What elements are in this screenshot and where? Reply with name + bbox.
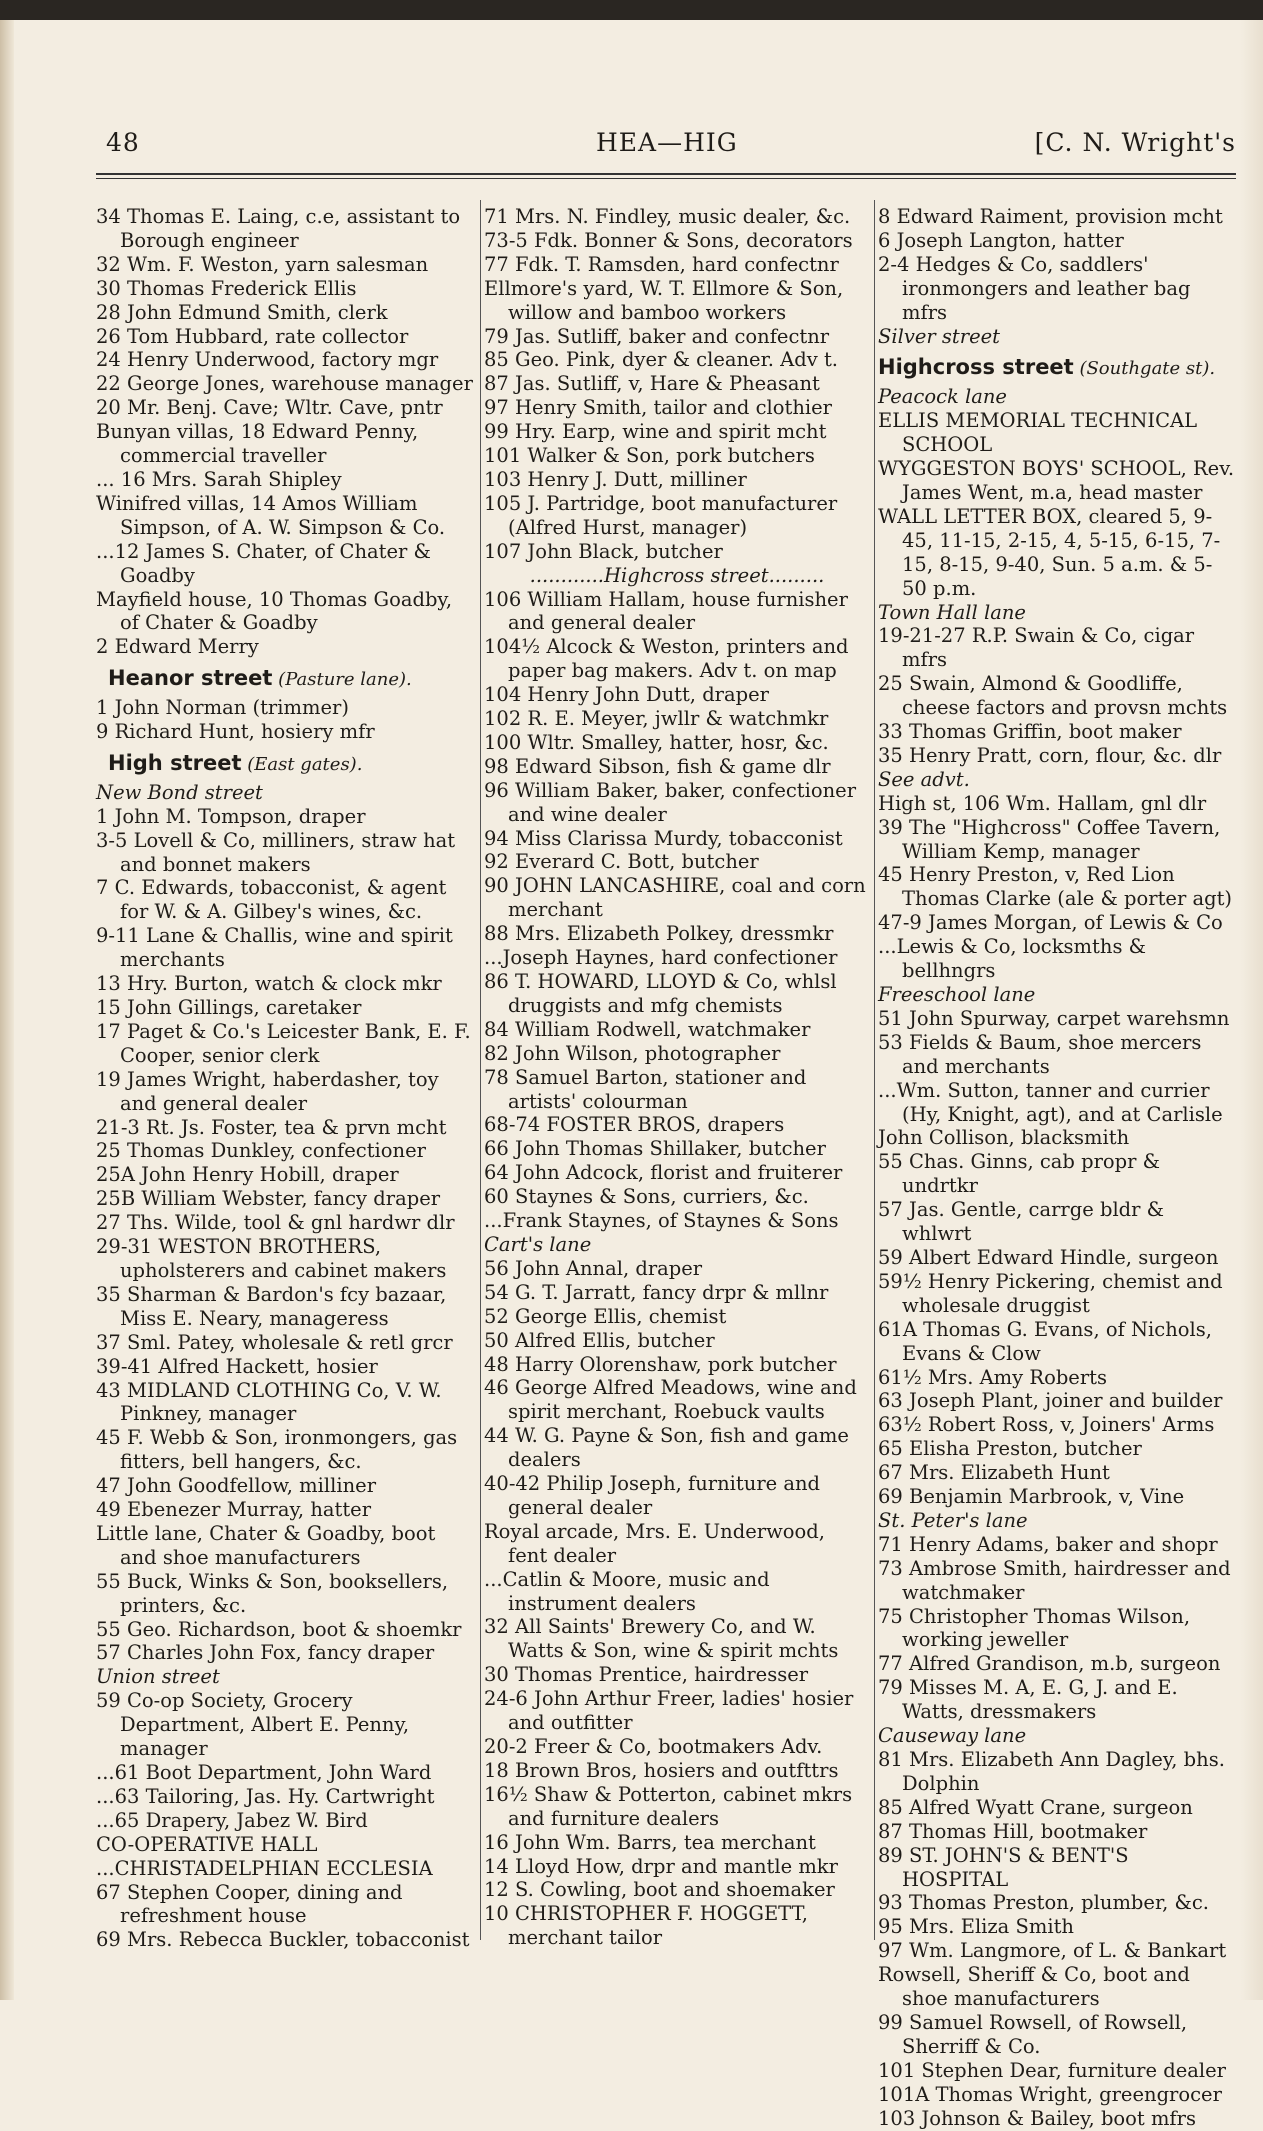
- directory-entry: 32 Wm. F. Weston, yarn salesman: [96, 252, 429, 276]
- directory-entry: 16 John Wm. Barrs, tea merchant: [484, 1830, 816, 1854]
- directory-entry: ...61 Boot Department, John Ward: [96, 1761, 432, 1784]
- directory-entry: 63½ Robert Ross, v, Joiners' Arms: [878, 1413, 1215, 1437]
- directory-entry: 25 Swain, Almond & Goodliffe, cheese factors and provsn mchts: [878, 672, 1228, 720]
- directory-entry: 66 John Thomas Shillaker, butcher: [484, 1137, 826, 1161]
- directory-entry: 89 ST. JOHN'S & BENT'S HOSPITAL: [878, 1843, 1129, 1891]
- directory-entry: 19 James Wright, haberdasher, toy and general dealer: [96, 1067, 439, 1115]
- directory-entry: 37 Sml. Patey, wholesale & retl grcr: [96, 1330, 453, 1354]
- directory-entry: ...Joseph Haynes, hard confectioner: [484, 946, 838, 970]
- directory-entry: 35 Sharman & Bardon's fcy bazaar, Miss E. Neary, manageress: [96, 1282, 447, 1330]
- directory-columns: [96, 205, 1236, 2130]
- directory-entry: Bunyan villas, 18 Edward Penny, commercial traveller: [96, 420, 419, 468]
- directory-entry: 101A Thomas Wright, greengrocer: [878, 2082, 1222, 2106]
- directory-entry: 100 Wltr. Smalley, hatter, hosr, &c.: [484, 730, 829, 754]
- directory-entry: 71 Henry Adams, baker and shopr: [878, 1532, 1218, 1556]
- directory-entry: 45 F. Webb & Son, ironmongers, gas fitters, bell hangers, &c.: [96, 1426, 458, 1474]
- directory-entry: 54 G. T. Jarratt, fancy drpr & mllnr: [484, 1280, 829, 1304]
- page-edge-shadow: [1241, 20, 1263, 2000]
- directory-entry: 32 All Saints' Brewery Co, and W. Watts & Son, wine & spirit mchts: [484, 1615, 839, 1663]
- directory-entry: 77 Alfred Grandison, m.b, surgeon: [878, 1652, 1221, 1676]
- directory-entry: 104½ Alcock & Weston, printers and paper bag makers. Adv t. on map: [484, 635, 849, 683]
- directory-entry: 86 T. HOWARD, LLOYD & Co, whlsl druggists and mfg chemists: [484, 970, 837, 1017]
- directory-entry: 57 Jas. Gentle, carrge bldr & whlwrt: [878, 1198, 1165, 1246]
- directory-entry: 51 John Spurway, carpet warehsmn: [878, 1006, 1230, 1030]
- directory-entry: 103 Johnson & Bailey, boot mfrs: [878, 2106, 1196, 2130]
- directory-entry: 101 Walker & Son, pork butchers: [484, 444, 815, 468]
- directory-entry: 67 Stephen Cooper, dining and refreshment house: [96, 1880, 403, 1928]
- directory-entry: Winifred villas, 14 Amos William Simpson, of A. W. Simpson & Co.: [96, 491, 446, 539]
- street-name: Heanor street: [108, 666, 273, 691]
- directory-entry: 64 John Adcock, florist and fruiterer: [484, 1161, 843, 1185]
- directory-entry: 57 Charles John Fox, fancy draper: [96, 1641, 435, 1665]
- directory-entry: WYGGESTON BOYS' SCHOOL, Rev. James Went, m.a, head master: [878, 457, 1235, 504]
- running-header: [96, 120, 1236, 180]
- directory-entry: 102 R. E. Meyer, jwllr & watchmkr: [484, 707, 829, 731]
- directory-entry: 96 William Baker, baker, confectioner and wine dealer: [484, 778, 857, 826]
- directory-entry: WALL LETTER BOX, cleared 5, 9-45, 11-15, 2-15, 4, 5-15, 6-15, 7-15, 8-15, 9-40, Sun. 5 a.m. & 5-50 p.m.: [878, 504, 1221, 600]
- directory-entry: 24 Henry Underwood, factory mgr: [96, 348, 439, 372]
- directory-entry: ELLIS MEMORIAL TECHNICAL SCHOOL: [878, 409, 1198, 457]
- directory-entry: 69 Mrs. Rebecca Buckler, tobacconist: [96, 1928, 470, 1952]
- directory-entry: 61½ Mrs. Amy Roberts: [878, 1365, 1108, 1389]
- directory-entry: 20-2 Freer & Co, bootmakers Adv.: [484, 1735, 823, 1758]
- column-2: [484, 205, 870, 1955]
- directory-entry: 99 Samuel Rowsell, of Rowsell, Sherriff & Co.: [878, 2010, 1188, 2058]
- directory-entry: 61A Thomas G. Evans, of Nichols, Evans & Clow: [878, 1317, 1212, 1365]
- directory-entry: 77 Fdk. T. Ramsden, hard confectnr: [484, 252, 839, 276]
- directory-entry: 59 Albert Edward Hindle, surgeon: [878, 1245, 1219, 1269]
- directory-entry: CO-OPERATIVE HALL: [96, 1832, 318, 1856]
- directory-entry: 87 Jas. Sutliff, v, Hare & Pheasant: [484, 372, 820, 396]
- cross-street-label: See advt.: [878, 767, 970, 791]
- directory-entry: 90 JOHN LANCASHIRE, coal and corn merchant: [484, 874, 866, 922]
- directory-entry: Royal arcade, Mrs. E. Underwood, fent dealer: [484, 1519, 825, 1567]
- street-heading: [96, 667, 476, 692]
- directory-page: [96, 120, 1236, 2130]
- directory-entry: 88 Mrs. Elizabeth Polkey, dressmkr: [484, 922, 834, 946]
- cross-street-label: Causeway lane: [878, 1724, 1027, 1748]
- directory-entry: 85 Alfred Wyatt Crane, surgeon: [878, 1795, 1193, 1819]
- directory-entry: 60 Staynes & Sons, curriers, &c.: [484, 1185, 809, 1209]
- directory-entry: 7 C. Edwards, tobacconist, & agent for W. & A. Gilbey's wines, &c.: [96, 876, 447, 924]
- directory-entry: ...Frank Staynes, of Staynes & Sons: [484, 1209, 839, 1233]
- cross-street-label: New Bond street: [96, 780, 263, 804]
- directory-entry: 107 John Black, butcher: [484, 539, 723, 563]
- directory-entry: 71 Mrs. N. Findley, music dealer, &c.: [484, 205, 851, 228]
- directory-entry: 92 Everard C. Bott, butcher: [484, 850, 759, 874]
- street-heading: [96, 752, 476, 777]
- directory-entry: ...CHRISTADELPHIAN ECCLESIA: [96, 1856, 433, 1880]
- directory-entry: 84 William Rodwell, watchmaker: [484, 1017, 811, 1041]
- directory-entry: 45 Henry Preston, v, Red Lion Thomas Clarke (ale & porter agt): [878, 863, 1233, 911]
- page-number: 48: [106, 128, 140, 157]
- directory-entry: 47 John Goodfellow, milliner: [96, 1474, 377, 1498]
- street-heading: [878, 356, 1236, 381]
- directory-entry: 46 George Alfred Meadows, wine and spirit merchant, Roebuck vaults: [484, 1376, 857, 1424]
- directory-entry: ...65 Drapery, Jabez W. Bird: [96, 1808, 368, 1832]
- directory-entry: 75 Christopher Thomas Wilson, working jeweller: [878, 1604, 1191, 1652]
- directory-entry: 10 CHRISTOPHER F. HOGGETT, merchant tailor: [484, 1902, 808, 1950]
- directory-entry: 73-5 Fdk. Bonner & Sons, decorators: [484, 228, 853, 252]
- directory-entry: 82 John Wilson, photographer: [484, 1041, 781, 1065]
- directory-entry: 17 Paget & Co.'s Leicester Bank, E. F. Cooper, senior clerk: [96, 1019, 471, 1067]
- section-range: HEA—HIG: [596, 128, 738, 157]
- directory-entry: 25B William Webster, fancy draper: [96, 1187, 441, 1211]
- column-1: [96, 205, 476, 1955]
- directory-entry: 79 Misses M. A, E. G, J. and E. Watts, dressmakers: [878, 1676, 1178, 1724]
- directory-entry: 56 John Annal, draper: [484, 1256, 703, 1280]
- directory-entry: 68-74 FOSTER BROS, drapers: [484, 1113, 785, 1137]
- street-divider: ............Highcross street.........: [529, 563, 825, 587]
- directory-entry: 53 Fields & Baum, shoe mercers and merchants: [878, 1030, 1202, 1078]
- column-3: [878, 205, 1236, 2130]
- directory-entry: 103 Henry J. Dutt, milliner: [484, 467, 747, 491]
- directory-entry: 55 Buck, Winks & Son, booksellers, printers, &c.: [96, 1569, 449, 1617]
- directory-entry: ... 16 Mrs. Sarah Shipley: [96, 467, 342, 491]
- cross-street-label: Cart's lane: [484, 1232, 592, 1256]
- street-name: Highcross street: [878, 355, 1074, 380]
- directory-entry: 48 Harry Olorenshaw, pork butcher: [484, 1352, 837, 1376]
- directory-entry: 27 Ths. Wilde, tool & gnl hardwr dlr: [96, 1211, 455, 1235]
- cross-street-label: Town Hall lane: [878, 600, 1026, 624]
- directory-entry: 67 Mrs. Elizabeth Hunt: [878, 1461, 1110, 1485]
- page-gutter-shadow: [0, 20, 14, 2000]
- directory-entry: ...63 Tailoring, Jas. Hy. Cartwright: [96, 1784, 435, 1808]
- directory-entry: 55 Chas. Ginns, cab propr & undrtkr: [878, 1150, 1160, 1198]
- directory-entry: 59½ Henry Pickering, chemist and wholesale druggist: [878, 1269, 1223, 1317]
- directory-entry: 85 Geo. Pink, dyer & cleaner. Adv t.: [484, 348, 838, 372]
- street-location-note: (East gates).: [241, 753, 363, 775]
- directory-entry: 20 Mr. Benj. Cave; Wltr. Cave, pntr: [96, 396, 443, 420]
- directory-entry: 29-31 WESTON BROTHERS, upholsterers and cabinet makers: [96, 1235, 447, 1282]
- directory-entry: 105 J. Partridge, boot manufacturer (Alfred Hurst, manager): [484, 491, 838, 539]
- directory-entry: 44 W. G. Payne & Son, fish and game dealers: [484, 1424, 849, 1472]
- directory-entry: 106 William Hallam, house furnisher and general dealer: [484, 587, 848, 635]
- directory-entry: 22 George Jones, warehouse manager: [96, 372, 473, 396]
- directory-entry: Mayfield house, 10 Thomas Goadby, of Chater & Goadby: [96, 587, 453, 635]
- directory-entry: 25A John Henry Hobill, draper: [96, 1163, 399, 1187]
- directory-entry: Ellmore's yard, W. T. Ellmore & Son, willow and bamboo workers: [484, 276, 844, 324]
- directory-entry: 93 Thomas Preston, plumber, &c.: [878, 1891, 1210, 1915]
- directory-entry: 25 Thomas Dunkley, confectioner: [96, 1139, 426, 1163]
- directory-entry: 104 Henry John Dutt, draper: [484, 683, 769, 707]
- directory-entry: 97 Wm. Langmore, of L. & Bankart: [878, 1939, 1227, 1963]
- directory-entry: 78 Samuel Barton, stationer and artists' colourman: [484, 1065, 807, 1113]
- directory-entry: 30 Thomas Prentice, hairdresser: [484, 1663, 809, 1687]
- directory-entry: 26 Tom Hubbard, rate collector: [96, 324, 409, 348]
- header-rule: [96, 173, 1236, 179]
- directory-entry: 9 Richard Hunt, hosiery mfr: [96, 720, 375, 744]
- directory-entry: 50 Alfred Ellis, butcher: [484, 1328, 715, 1352]
- directory-entry: 1 John Norman (trimmer): [96, 696, 349, 720]
- directory-entry: 6 Joseph Langton, hatter: [878, 228, 1124, 252]
- street-name: High street: [108, 750, 242, 775]
- directory-entry: 65 Elisha Preston, butcher: [878, 1437, 1142, 1461]
- directory-entry: 39-41 Alfred Hackett, hosier: [96, 1354, 378, 1378]
- directory-entry: 9-11 Lane & Challis, wine and spirit merchants: [96, 924, 453, 972]
- directory-entry: 39 The "Highcross" Coffee Tavern, William Kemp, manager: [878, 815, 1221, 863]
- directory-entry: 55 Geo. Richardson, boot & shoemkr: [96, 1617, 462, 1641]
- directory-entry: 8 Edward Raiment, provision mcht: [878, 205, 1223, 228]
- directory-entry: 13 Hry. Burton, watch & clock mkr: [96, 972, 442, 996]
- directory-entry: 3-5 Lovell & Co, milliners, straw hat and bonnet makers: [96, 828, 456, 876]
- directory-entry: 2-4 Hedges & Co, saddlers' ironmongers and leather bag mfrs: [878, 252, 1191, 324]
- directory-entry: Rowsell, Sheriff & Co, boot and shoe manufacturers: [878, 1963, 1190, 2011]
- directory-entry: 21-3 Rt. Js. Foster, tea & prvn mcht: [96, 1115, 447, 1139]
- directory-entry: 98 Edward Sibson, fish & game dlr: [484, 754, 831, 778]
- cross-street-label: St. Peter's lane: [878, 1508, 1028, 1532]
- directory-entry: 24-6 John Arthur Freer, ladies' hosier and outfitter: [484, 1687, 854, 1735]
- directory-entry: 69 Benjamin Marbrook, v, Vine: [878, 1485, 1185, 1509]
- directory-entry: 73 Ambrose Smith, hairdresser and watchmaker: [878, 1556, 1231, 1604]
- directory-entry: 15 John Gillings, caretaker: [96, 996, 362, 1019]
- directory-entry: 12 S. Cowling, boot and shoemaker: [484, 1878, 835, 1902]
- directory-entry: ...Lewis & Co, locksmths & bellhngrs: [878, 935, 1147, 983]
- directory-entry: 19-21-27 R.P. Swain & Co, cigar mfrs: [878, 624, 1195, 672]
- directory-entry: 99 Hry. Earp, wine and spirit mcht: [484, 420, 827, 444]
- directory-entry: 59 Co-op Society, Grocery Department, Albert E. Penny, manager: [96, 1689, 410, 1761]
- cross-street-label: Union street: [96, 1665, 220, 1689]
- directory-entry: John Collison, blacksmith: [878, 1126, 1130, 1150]
- directory-entry: 79 Jas. Sutliff, baker and confectnr: [484, 324, 830, 348]
- directory-entry: 1 John M. Tompson, draper: [96, 804, 366, 828]
- directory-entry: ...Catlin & Moore, music and instrument dealers: [484, 1567, 770, 1615]
- directory-entry: 87 Thomas Hill, bootmaker: [878, 1819, 1148, 1843]
- directory-entry: 81 Mrs. Elizabeth Ann Dagley, bhs. Dolphin: [878, 1748, 1225, 1795]
- directory-entry: 101 Stephen Dear, furniture dealer: [878, 2058, 1226, 2082]
- directory-entry: 95 Mrs. Eliza Smith: [878, 1915, 1074, 1939]
- cross-street-label: Peacock lane: [878, 385, 1007, 409]
- directory-entry: Little lane, Chater & Goadby, boot and shoe manufacturers: [96, 1521, 436, 1569]
- directory-entry: High st, 106 Wm. Hallam, gnl dlr: [878, 791, 1207, 815]
- cross-street-label: Freeschool lane: [878, 983, 1036, 1006]
- directory-entry: 47-9 James Morgan, of Lewis & Co: [878, 911, 1223, 935]
- street-location-note: (Southgate st).: [1073, 358, 1216, 380]
- directory-entry: 97 Henry Smith, tailor and clothier: [484, 396, 832, 420]
- directory-entry: 2 Edward Merry: [96, 635, 259, 659]
- directory-entry: 34 Thomas E. Laing, c.e, assistant to Borough engineer: [96, 205, 461, 252]
- cross-street-label: Silver street: [878, 324, 1000, 348]
- directory-entry: 49 Ebenezer Murray, hatter: [96, 1498, 372, 1522]
- directory-entry: 43 MIDLAND CLOTHING Co, V. W. Pinkney, manager: [96, 1378, 442, 1426]
- directory-entry: 18 Brown Bros, hosiers and outfttrs: [484, 1758, 839, 1782]
- directory-entry: 28 John Edmund Smith, clerk: [96, 300, 388, 324]
- directory-entry: 52 George Ellis, chemist: [484, 1304, 727, 1328]
- street-location-note: (Pasture lane).: [272, 669, 412, 691]
- directory-entry: 33 Thomas Griffin, boot maker: [878, 720, 1182, 744]
- directory-entry: 40-42 Philip Joseph, furniture and general dealer: [484, 1472, 821, 1519]
- directory-entry: 14 Lloyd How, drpr and mantle mkr: [484, 1854, 838, 1878]
- directory-entry: 16½ Shaw & Potterton, cabinet mkrs and furniture dealers: [484, 1782, 853, 1830]
- page-top-edge: [0, 0, 1263, 20]
- publisher-name: [C. N. Wright's: [1034, 128, 1236, 157]
- directory-entry: ...Wm. Sutton, tanner and currier (Hy, Knight, agt), and at Carlisle: [878, 1078, 1223, 1126]
- directory-entry: 35 Henry Pratt, corn, flour, &c. dlr: [878, 743, 1222, 767]
- directory-entry: 63 Joseph Plant, joiner and builder: [878, 1389, 1223, 1413]
- directory-entry: 30 Thomas Frederick Ellis: [96, 276, 357, 300]
- directory-entry: ...12 James S. Chater, of Chater & Goadby: [96, 539, 431, 587]
- directory-entry: 94 Miss Clarissa Murdy, tobacconist: [484, 826, 843, 850]
